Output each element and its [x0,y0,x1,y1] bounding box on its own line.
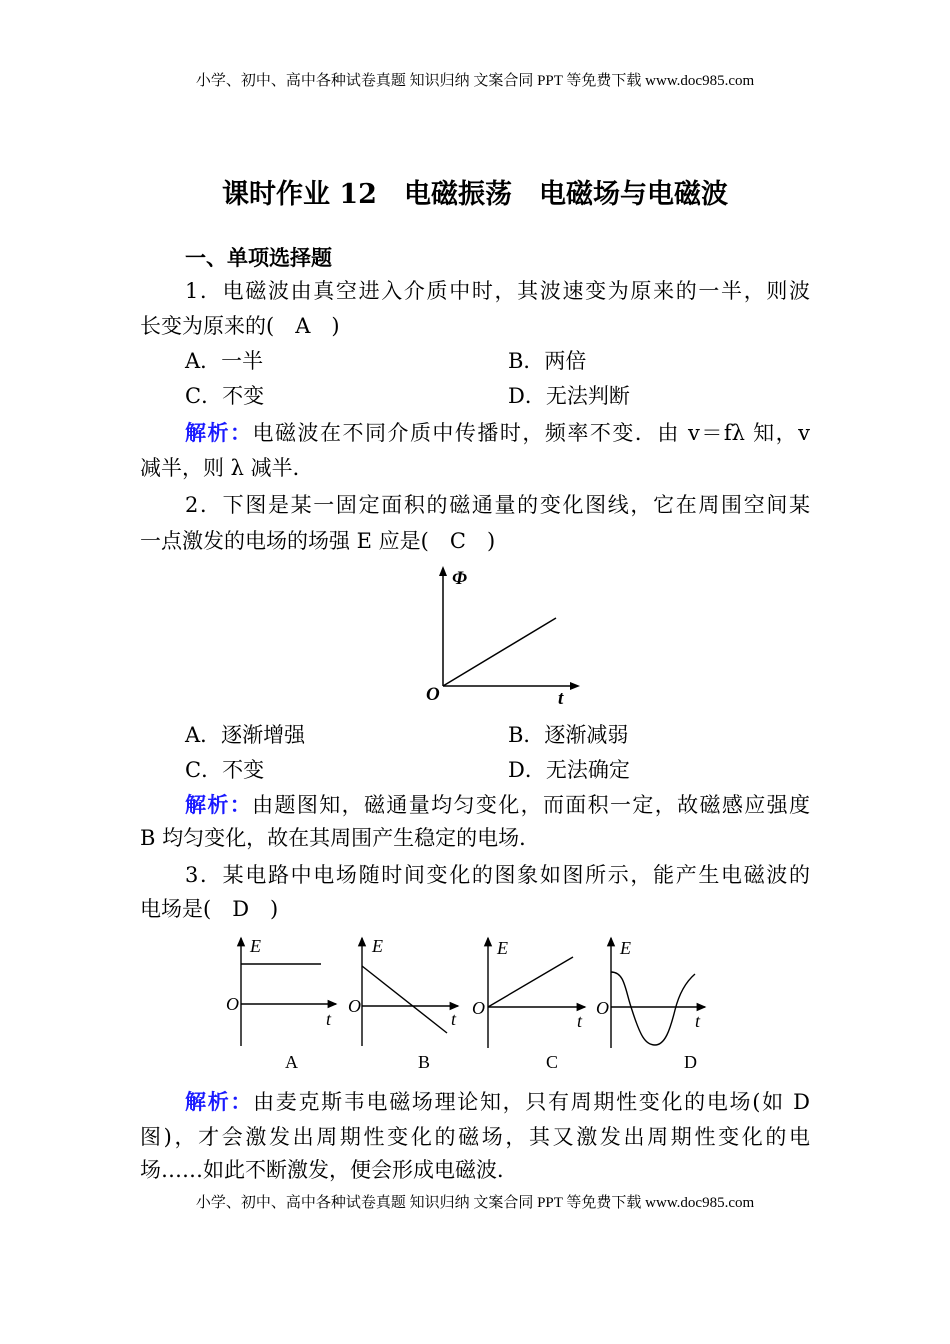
svg-text:E: E [372,936,383,956]
q2-option-d: D．无法确定 [508,758,630,782]
q3-analysis-3: 场……如此不断激发，便会形成电磁波． [140,1158,518,1182]
q2-line2: 一点激发的电场的场强 E 应是( C ) [140,529,496,553]
svg-text:E: E [620,938,631,958]
q2-flux-graph [420,562,590,712]
q1-option-b: B．两倍 [508,349,587,373]
q1-line1: 1．电磁波由真空进入介质中时，其波速变为原来的一半，则波 [185,279,810,303]
graph-d [596,938,705,1072]
page-footer: 小学、初中、高中各种试卷真题 知识归纳 文案合同 PPT 等免费下载 www.doc985.com [195,1195,755,1211]
graph-label-a: A [285,1052,298,1072]
graph-c [472,938,585,1072]
q2-option-b: B．逐渐减弱 [508,723,629,747]
q1-line2: 长变为原来的( A ) [140,314,340,338]
svg-text:O: O [226,994,239,1014]
svg-text:t: t [326,1009,332,1029]
q1-analysis-2: 减半，则 λ 减半． [140,456,314,480]
axis-label-phi: Φ [452,568,467,589]
q2-option-c: C．不变 [185,758,265,782]
q3-line1: 3．某电路中电场随时间变化的图象如图所示，能产生电磁波的 [185,863,810,887]
svg-text:O: O [472,998,485,1018]
svg-text:t: t [695,1011,701,1031]
q3-line2: 电场是( D ) [140,897,279,921]
q1-option-c: C．不变 [185,384,265,408]
graph-label-d: D [684,1052,697,1072]
q3-analysis-2: 图)，才会激发出周期性变化的磁场，其又激发出周期性变化的电 [140,1125,810,1149]
svg-text:E: E [250,936,261,956]
svg-text:O: O [348,996,361,1016]
q2-line1: 2．下图是某一固定面积的磁通量的变化图线，它在周围空间某 [185,493,810,517]
q3-analysis-1: 解析：由麦克斯韦电磁场理论知，只有周期性变化的电场(如 D [185,1089,811,1114]
analysis-label: 解析： [185,420,253,445]
svg-text:t: t [451,1009,457,1029]
section-heading: 一、单项选择题 [185,245,332,270]
svg-text:t: t [577,1011,583,1031]
q2-option-a: A．逐渐增强 [185,723,306,747]
graph-label-c: C [546,1052,559,1072]
q1-option-a: A．一半 [185,349,264,373]
page-title: 课时作业 12 电磁振荡 电磁场与电磁波 [222,179,728,210]
q2-analysis-2: B 均匀变化，故在其周围产生稳定的电场． [140,826,541,850]
graph-a [226,936,336,1072]
svg-text:E: E [497,938,508,958]
q1-analysis-1: 解析：电磁波在不同介质中传播时，频率不变．由 v＝fλ 知，v [185,420,810,445]
origin-label: O [426,684,440,705]
page-header: 小学、初中、高中各种试卷真题 知识归纳 文案合同 PPT 等免费下载 www.doc985.com [195,73,755,89]
graph-b [348,936,458,1072]
q3-graphs [200,930,780,1080]
flux-line [443,618,556,686]
axis-label-t: t [558,688,564,709]
graph-label-b: B [418,1052,431,1072]
svg-text:O: O [596,998,609,1018]
q2-analysis-1: 解析：由题图知，磁通量均匀变化，而面积一定，故磁感应强度 [185,792,811,817]
q1-option-d: D．无法判断 [508,384,630,408]
